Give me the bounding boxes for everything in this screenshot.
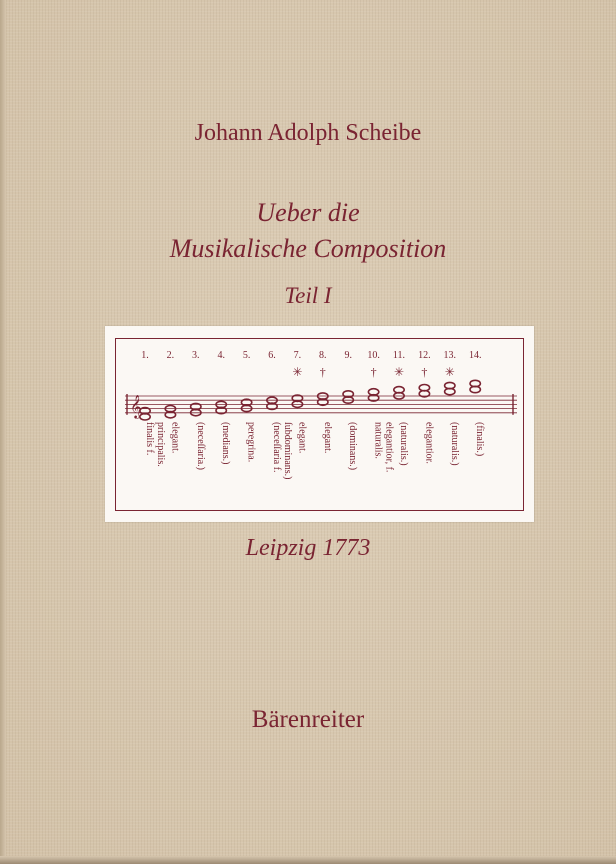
author-name: Johann Adolph Scheibe [194, 120, 422, 146]
scale-degree-label: (naturalis.) [398, 422, 409, 466]
scale-degree-number: 12. [418, 350, 431, 361]
scale-degree-mark: † [370, 365, 377, 379]
scale-degree-label: (neceſſaria f. [271, 422, 282, 473]
scale-degree-label: principalis. [155, 422, 166, 467]
music-notation-plate [105, 326, 534, 522]
scale-degree-mark: ✳ [393, 365, 405, 379]
cover-bottom-edge [0, 856, 616, 864]
scale-degree-label: (dominans.) [347, 422, 359, 471]
title-line-2: Musikalische Composition [169, 234, 447, 263]
scale-degree-label: peregrina. [245, 422, 257, 463]
scale-degree-label: naturalis. [372, 422, 384, 459]
scale-degree-mark: † [421, 365, 428, 379]
scale-degree-mark: † [319, 365, 326, 379]
scale-degree-number: 7. [293, 350, 302, 361]
notation-illustration [105, 326, 534, 522]
title-line-1: Ueber die [256, 198, 360, 227]
clef-symbol: 𝄞 [130, 396, 142, 418]
volume-part: Teil I [284, 283, 332, 308]
scale-degree-number: 6. [268, 350, 276, 361]
scale-degree-number: 1. [141, 350, 149, 361]
scale-degree-label: elegantior, f. [383, 422, 395, 473]
scale-degree-label: elegant. [321, 422, 333, 454]
place-and-date: Leipzig 1773 [245, 535, 371, 561]
scale-degree-label: elegant. [169, 422, 181, 454]
scale-degree-number: 9. [344, 350, 352, 361]
scale-degree-number: 14. [468, 350, 482, 361]
scale-degree-number: 4. [217, 350, 225, 361]
scale-degree-label: (finalis.) [474, 422, 486, 457]
scale-degree-label: elegantior. [423, 422, 435, 464]
scale-degree-mark: ✳ [444, 365, 455, 379]
scale-degree-number: 13. [443, 350, 457, 361]
scale-degree-label: (neceſſaria.) [194, 422, 206, 471]
scale-degree-mark: ✳ [292, 365, 303, 379]
scale-degree-label: (naturalis.) [448, 422, 460, 466]
scale-degree-label: (medians.) [220, 422, 232, 465]
scale-degree-number: 10. [367, 350, 380, 361]
publisher-name: Bärenreiter [251, 706, 365, 733]
scale-degree-number: 2. [166, 350, 175, 361]
scale-degree-number: 11. [392, 350, 406, 361]
scale-degree-number: 5. [242, 350, 251, 361]
scale-degree-number: 8. [319, 350, 327, 361]
scale-degree-number: 3. [192, 350, 200, 361]
scale-degree-label: finalis f. [144, 422, 155, 456]
scale-degree-label: ſubdominans.) [282, 422, 293, 480]
scale-degree-label: elegant. [296, 422, 308, 454]
